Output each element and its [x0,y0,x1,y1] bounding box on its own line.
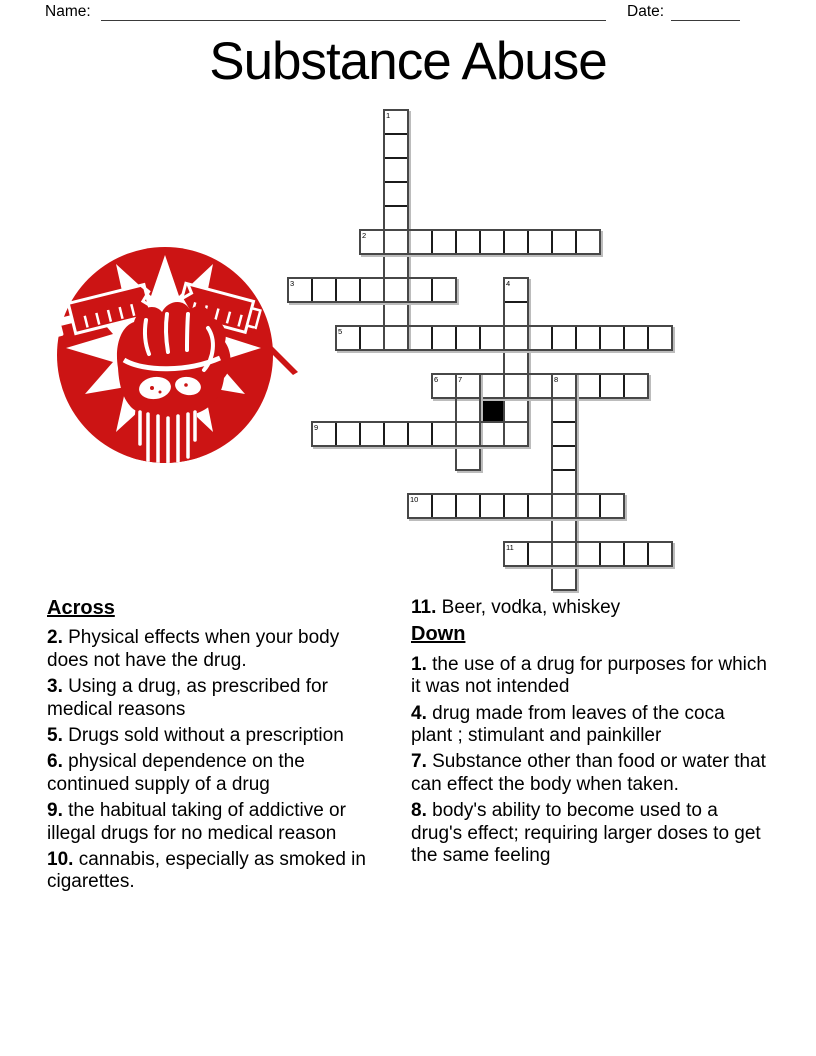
grid-cell[interactable] [408,422,432,446]
clue [411,654,767,699]
grid-cell[interactable] [480,374,504,398]
grid-cell[interactable] [480,494,504,518]
clue-text: the use of a drug for purposes for which it was not intended [411,653,767,698]
clue-text: Substance other than food or water that can effect the body when taken. [411,751,766,795]
grid-cell[interactable] [576,494,600,518]
clue-text: the habitual taking of addictive or illegal drugs for no medical reason [47,800,346,844]
grid-cell[interactable] [504,422,528,446]
grid-cell[interactable] [384,422,408,446]
grid-cell[interactable] [552,542,576,566]
grid-cell[interactable] [384,206,408,230]
clue [411,751,767,796]
clue-number: 2. [47,627,63,649]
grid-cell[interactable] [408,278,432,302]
grid-cell[interactable] [336,278,360,302]
grid-cell[interactable] [552,446,576,470]
grid-cell[interactable] [504,398,528,422]
grid-cell[interactable] [360,278,384,302]
grid-cell[interactable] [528,374,552,398]
grid-cell[interactable] [384,182,408,206]
grid-cell[interactable] [504,326,528,350]
clue-text: Using a drug, as prescribed for medical reasons [47,676,328,720]
grid-cell[interactable] [456,398,480,422]
grid-cell[interactable] [600,542,624,566]
clue [47,627,380,672]
grid-cell[interactable] [336,422,360,446]
grid-cell[interactable] [432,230,456,254]
grid-number: 6 [434,374,439,384]
grid-cell[interactable] [360,422,384,446]
across-clues-column [47,597,380,898]
grid-cell[interactable] [600,374,624,398]
grid-cell[interactable] [312,278,336,302]
grid-cell[interactable] [456,326,480,350]
grid-number: 8 [554,374,559,384]
clue [411,597,767,619]
grid-number: 10 [410,494,419,504]
clue-text: drug made from leaves of the coca plant ; stimulant and painkiller [411,702,725,747]
grid-number: 4 [506,278,511,288]
clue [411,703,767,748]
grid-cell[interactable] [528,494,552,518]
clue [47,800,380,845]
grid-cell[interactable] [408,230,432,254]
grid-cell[interactable] [456,446,480,470]
grid-cell[interactable] [384,278,408,302]
grid-cell[interactable] [648,542,672,566]
grid-cell[interactable] [552,470,576,494]
no-drugs-icon [48,236,310,476]
grid-cell[interactable] [528,326,552,350]
date-label: Date: [627,3,665,20]
clue-number: 9. [47,800,63,822]
grid-cell[interactable] [600,326,624,350]
grid-cell[interactable] [504,374,528,398]
grid-cell[interactable] [408,326,432,350]
name-label: Name: [45,3,91,20]
page-title: Substance Abuse [209,32,607,91]
grid-cell[interactable] [480,230,504,254]
grid-cell[interactable] [552,398,576,422]
grid-cell[interactable] [528,230,552,254]
clue [411,800,767,867]
clue-number: 3. [47,676,63,698]
grid-cell[interactable] [576,326,600,350]
grid-cell[interactable] [456,230,480,254]
grid-cell[interactable] [648,326,672,350]
anti-drug-badge-icon [48,236,310,476]
clue-number: 10. [47,849,74,871]
grid-cell[interactable] [456,494,480,518]
grid-cell[interactable] [384,254,408,278]
grid-cell[interactable] [552,518,576,542]
clue-text: Physical effects when your body does not have the drug. [47,627,340,671]
clue-text: Beer, vodka, whiskey [436,597,621,618]
grid-number: 5 [338,326,343,336]
clue-number: 5. [47,725,63,747]
clue-number: 8. [411,800,427,822]
grid-cell[interactable] [432,422,456,446]
grid-cell[interactable] [360,326,384,350]
grid-cell[interactable] [432,494,456,518]
grid-cell[interactable] [384,326,408,350]
grid-number: 1 [386,110,391,120]
grid-cell[interactable] [624,326,648,350]
clue-text: cannabis, especially as smoked in cigarettes. [47,849,366,893]
clue-number: 6. [47,751,63,773]
grid-cell[interactable] [552,566,576,590]
grid-cell[interactable] [624,374,648,398]
down-heading: Down [411,623,466,646]
grid-cell[interactable] [432,326,456,350]
clue [47,676,380,721]
grid-cell[interactable] [504,494,528,518]
grid-cell[interactable] [576,230,600,254]
grid-cell[interactable] [432,278,456,302]
grid-cell[interactable] [384,230,408,254]
clue [47,849,380,894]
grid-number: 11 [506,542,514,552]
grid-cell[interactable] [480,422,504,446]
grid-cell[interactable] [384,158,408,182]
grid-cell[interactable] [552,230,576,254]
grid-cell[interactable] [456,422,480,446]
clue-text: physical dependence on the continued supply of a drug [47,751,305,795]
grid-number: 3 [290,278,295,288]
grid-cell[interactable] [480,326,504,350]
grid-cell[interactable] [576,542,600,566]
grid-number: 9 [314,422,319,432]
clue-number: 4. [411,702,427,724]
grid-cell[interactable] [552,422,576,446]
clue-number: 1. [411,653,427,675]
clue-text: Drugs sold without a prescription [62,725,344,747]
across-heading: Across [47,597,115,619]
grid-cell[interactable] [600,494,624,518]
grid-cell[interactable] [384,134,408,158]
clue-text: body's ability to become used to a drug's effect; requiring larger doses to get the same feeling [411,800,761,867]
grid-number: 2 [362,230,367,240]
grid-cell[interactable] [504,302,528,326]
clue-number: 7. [411,751,427,773]
clue-number: 11. [411,597,437,618]
down-clues-column [411,597,767,871]
grid-cell[interactable] [504,350,528,374]
grid-cell[interactable] [552,494,576,518]
grid-cell[interactable] [576,374,600,398]
grid-cell[interactable] [552,326,576,350]
grid-number: 7 [458,374,463,384]
grid-black-cell [480,398,504,422]
grid-cell[interactable] [384,302,408,326]
grid-cell[interactable] [528,542,552,566]
grid-cell[interactable] [624,542,648,566]
clue [47,725,380,747]
clue [47,751,380,796]
grid-cell[interactable] [504,230,528,254]
